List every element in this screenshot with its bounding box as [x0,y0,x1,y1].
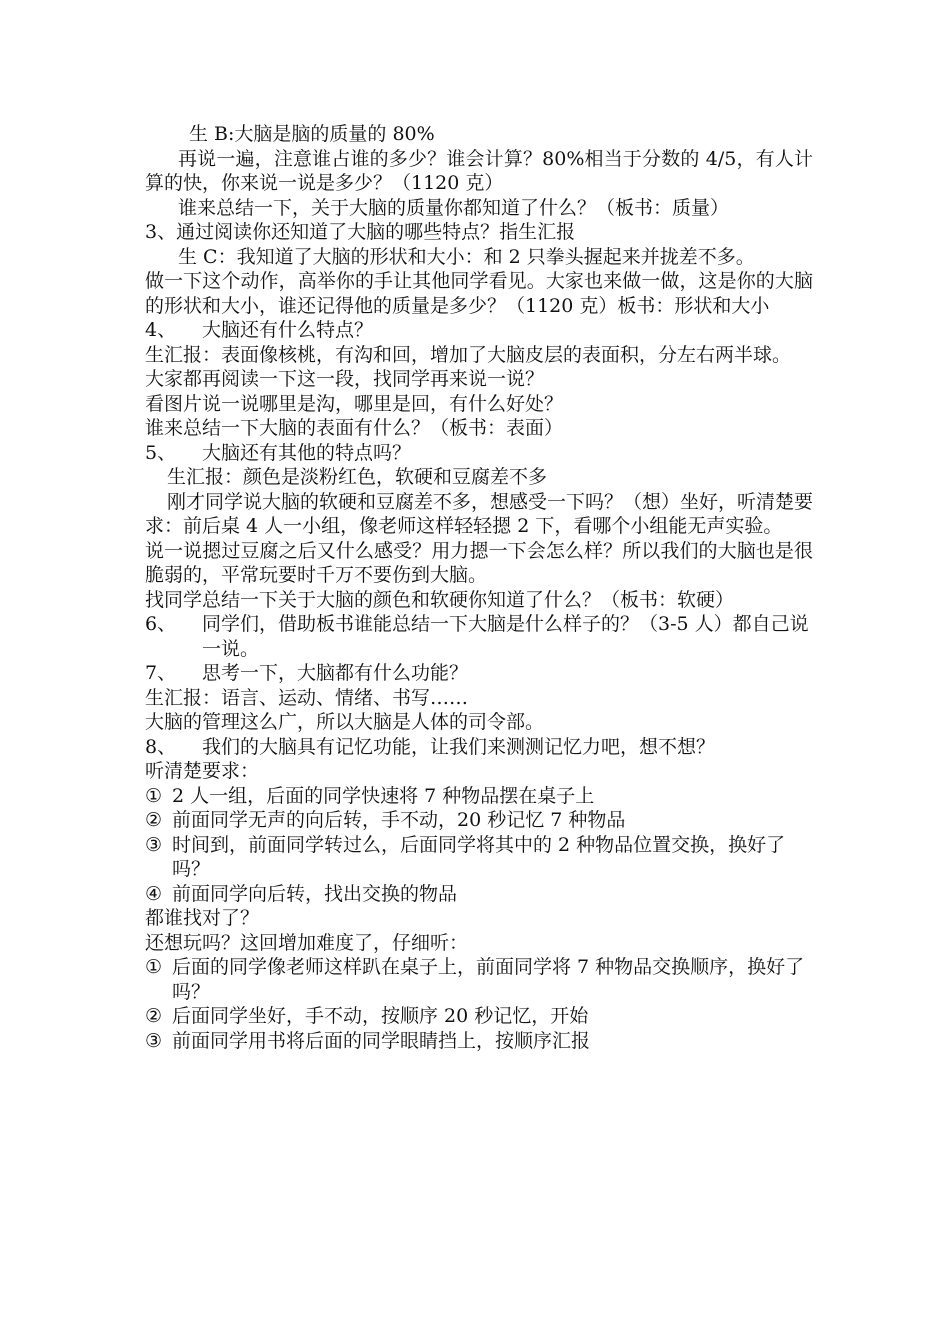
paragraph: 大脑的管理这么广，所以大脑是人体的司令部。 [145,711,545,733]
paragraph: 都谁找对了？ [145,907,260,929]
paragraph: 看图片说一说哪里是沟，哪里是回，有什么好处？ [145,392,564,415]
numbered-item [145,441,813,466]
circled-number: ① [145,784,163,807]
item-text: 思考一下，大脑都有什么功能？ [202,662,469,684]
circled-number: ③ [145,1029,163,1052]
item-text: 后面的同学像老师这样趴在桌子上，前面同学将 7 种物品交换顺序，换好了吗？ [172,956,805,1003]
paragraph: 生汇报：语言、运动、情绪、书写…… [145,686,469,709]
numbered-item [145,318,813,343]
paragraph: 刚才同学说大脑的软硬和豆腐差不多，想感受一下吗？（想）坐好，听清楚要求：前后桌 4 人一小组，像老师这样轻轻摁 2 下，看哪个小组能无声实验。 [145,490,814,537]
paragraph: 谁来总结一下，关于大脑的质量你都知道了什么？（板书：质量） [178,196,730,219]
item-number: 5、 [145,441,177,464]
circled-item [145,1004,813,1029]
numbered-item [145,661,813,686]
circled-item [145,833,813,882]
item-text: 大脑还有其他的特点吗？ [202,441,412,464]
document-page [145,122,813,1053]
paragraph: 还想玩吗？这回增加难度了，仔细听： [145,931,469,954]
item-text: 时间到，前面同学转过么，后面同学将其中的 2 种物品位置交换，换好了吗？ [172,833,786,880]
item-text: 大脑还有什么特点？ [202,319,374,341]
item-text: 我们的大脑具有记忆功能，让我们来测测记忆力吧，想不想？ [202,735,716,758]
item-number: 8、 [145,735,177,758]
paragraph: 生汇报：表面像核桃，有沟和回，增加了大脑皮层的表面积，分左右两半球。 [145,343,792,366]
item-number: 7、 [145,662,177,684]
item-text: 后面同学坐好，手不动，按顺序 20 秒记忆，开始 [172,1005,589,1027]
item-text: 前面同学用书将后面的同学眼睛挡上，按顺序汇报 [172,1029,591,1052]
paragraph: 生汇报：颜色是淡粉红色，软硬和豆腐差不多 [167,466,548,488]
item-text: 前面同学向后转，找出交换的物品 [172,882,458,905]
numbered-item [145,612,813,661]
paragraph: 谁来总结一下大脑的表面有什么？（板书：表面） [145,417,564,439]
item-text: 同学们，借助板书谁能总结一下大脑是什么样子的？（3-5 人）都自己说一说。 [202,613,809,660]
paragraph: 大家都再阅读一下这一段，找同学再来说一说？ [145,368,545,390]
numbered-item [145,735,813,760]
circled-item [145,882,813,907]
circled-item [145,808,813,833]
item-number: 6、 [145,613,177,635]
circled-number: ③ [145,833,163,856]
item-text: 2 人一组，后面的同学快速将 7 种物品摆在桌子上 [172,784,595,807]
circled-number: ② [145,1005,163,1027]
circled-number: ② [145,809,163,831]
item-text: 前面同学无声的向后转，手不动，20 秒记忆 7 种物品 [172,809,626,831]
circled-number: ④ [145,882,163,905]
paragraph: 说一说摁过豆腐之后又什么感受？用力摁一下会怎么样？所以我们的大脑也是很脆弱的，平常玩要时千万不要伤到大脑。 [145,539,813,586]
paragraph: 听清楚要求： [145,760,260,782]
paragraph: 找同学总结一下关于大脑的颜色和软硬你知道了什么？（板书：软硬） [145,588,735,611]
paragraph: 再说一遍，注意谁占谁的多少？谁会计算？80%相当于分数的 4/5，有人计算的快，你来说一说是多少？（1120 克） [145,147,813,194]
circled-item [145,1029,813,1054]
item-number: 4、 [145,319,177,341]
paragraph: 做一下这个动作，高举你的手让其他同学看见。大家也来做一做，这是你的大脑的形状和大小，谁还记得他的质量是多少？（1120 克）板书：形状和大小 [145,270,813,317]
circled-item [145,955,813,1004]
circled-item [145,784,813,809]
paragraph: 生 C：我知道了大脑的形状和大小：和 2 只拳头握起来并拢差不多。 [178,245,755,268]
circled-number: ① [145,956,163,978]
paragraph: 生 B:大脑是脑的质量的 80% [189,123,435,145]
paragraph: 3、通过阅读你还知道了大脑的哪些特点？指生汇报 [145,221,576,243]
